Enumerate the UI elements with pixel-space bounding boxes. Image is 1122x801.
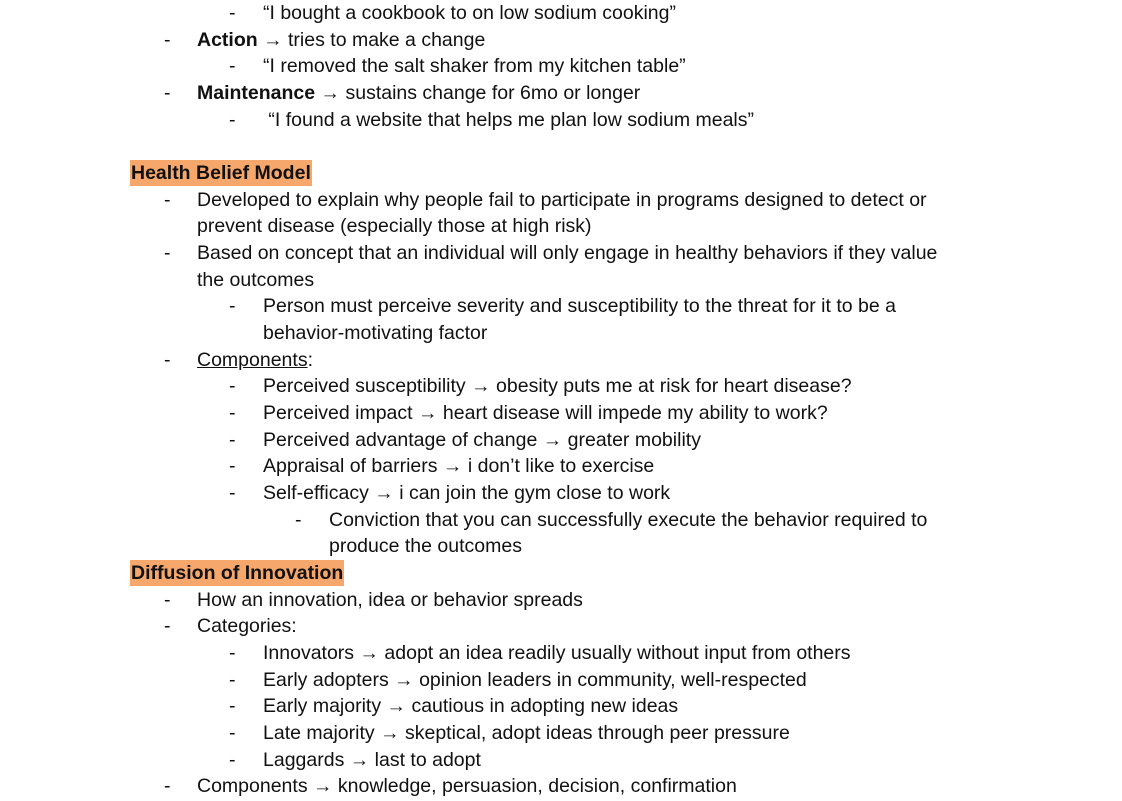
preparation-quote: “I bought a cookbook to on low sodium cooking” bbox=[263, 2, 676, 24]
term-desc: cautious in adopting new ideas bbox=[411, 695, 679, 717]
bullet-dash: - bbox=[229, 402, 236, 424]
components-colon: : bbox=[307, 349, 313, 371]
arrow-icon: → bbox=[471, 375, 491, 397]
doi-components bbox=[197, 773, 737, 799]
category-item bbox=[263, 667, 807, 693]
term-desc: sustains change for 6mo or longer bbox=[345, 82, 641, 104]
bullet-dash: - bbox=[164, 29, 171, 51]
term-desc: last to adopt bbox=[374, 749, 481, 771]
self-efficacy-sub-line-1: Conviction that you can successfully execute the behavior required to bbox=[329, 509, 928, 531]
category-item bbox=[263, 720, 790, 746]
component-item bbox=[263, 400, 828, 426]
bullet-dash: - bbox=[229, 375, 236, 397]
bullet-dash: - bbox=[229, 429, 236, 451]
arrow-icon: → bbox=[442, 455, 463, 477]
component-item bbox=[263, 480, 670, 506]
term-label: Perceived advantage of change bbox=[263, 429, 538, 451]
term-desc: adopt an idea readily usually without input from others bbox=[384, 642, 851, 664]
bullet-dash: - bbox=[229, 642, 236, 664]
bullet-dash: - bbox=[164, 242, 171, 264]
bullet-dash: - bbox=[229, 455, 236, 477]
arrow-icon: → bbox=[320, 82, 341, 104]
term-desc: tries to make a change bbox=[288, 29, 486, 51]
action-quote: “I removed the salt shaker from my kitchen table” bbox=[263, 55, 686, 77]
term-desc: skeptical, adopt ideas through peer pressure bbox=[404, 722, 790, 744]
arrow-icon: → bbox=[380, 722, 400, 744]
bullet-dash: - bbox=[229, 695, 236, 717]
term-label: Self-efficacy bbox=[263, 482, 369, 504]
term-label: Components bbox=[197, 775, 308, 797]
term-desc: obesity puts me at risk for heart disease? bbox=[496, 375, 852, 397]
term-desc: opinion leaders in community, well-respected bbox=[419, 669, 807, 691]
arrow-icon: → bbox=[542, 429, 563, 451]
arrow-icon: → bbox=[386, 695, 407, 717]
hbm-bullet-1-line-2: prevent disease (especially those at high risk) bbox=[197, 215, 592, 237]
section-heading-hbm: Health Belief Model bbox=[131, 162, 311, 184]
components-heading bbox=[197, 347, 313, 373]
term-label: Early majority bbox=[263, 695, 382, 717]
term-desc: i can join the gym close to work bbox=[399, 482, 671, 504]
term-label: Perceived impact bbox=[263, 402, 413, 424]
bullet-dash: - bbox=[229, 722, 236, 744]
bullet-dash: - bbox=[164, 189, 171, 211]
bullet-dash: - bbox=[164, 589, 171, 611]
component-item bbox=[263, 453, 654, 479]
term-label: Appraisal of barriers bbox=[263, 455, 438, 477]
maintenance-quote: “I found a website that helps me plan low sodium meals” bbox=[263, 109, 754, 131]
arrow-icon: → bbox=[359, 642, 379, 664]
bullet-dash: - bbox=[229, 109, 236, 131]
stage-maintenance bbox=[197, 80, 640, 106]
arrow-icon: → bbox=[418, 402, 438, 424]
arrow-icon: → bbox=[263, 29, 283, 51]
hbm-bullet-2-line-1: Based on concept that an individual will only engage in healthy behaviors if they value bbox=[197, 242, 938, 264]
arrow-icon: → bbox=[374, 482, 394, 504]
bullet-dash: - bbox=[164, 775, 171, 797]
self-efficacy-sub-line-2: produce the outcomes bbox=[329, 535, 522, 557]
bullet-dash: - bbox=[164, 615, 171, 637]
hbm-bullet-2-line-2: the outcomes bbox=[197, 269, 315, 291]
term-label: Perceived susceptibility bbox=[263, 375, 466, 397]
hbm-sub-line-1: Person must perceive severity and susceptibility to the threat for it to be a bbox=[263, 295, 896, 317]
section-heading-doi: Diffusion of Innovation bbox=[131, 562, 344, 584]
bullet-dash: - bbox=[229, 669, 236, 691]
component-item bbox=[263, 373, 852, 399]
bullet-dash: - bbox=[164, 82, 171, 104]
bullet-dash: - bbox=[295, 509, 302, 531]
hbm-bullet-1-line-1: Developed to explain why people fail to participate in programs designed to detect or bbox=[197, 189, 927, 211]
term-label: Early adopters bbox=[263, 669, 389, 691]
component-item bbox=[263, 427, 701, 453]
components-label: Components bbox=[197, 349, 308, 371]
term-label: Innovators bbox=[263, 642, 355, 664]
term-desc: knowledge, persuasion, decision, confirmation bbox=[337, 775, 737, 797]
term-desc: greater mobility bbox=[567, 429, 701, 451]
arrow-icon: → bbox=[394, 669, 414, 691]
bullet-dash: - bbox=[164, 349, 171, 371]
bullet-dash: - bbox=[229, 55, 236, 77]
category-item bbox=[263, 640, 851, 666]
bullet-dash: - bbox=[229, 295, 236, 317]
term-label: Laggards bbox=[263, 749, 345, 771]
term-label: Action bbox=[197, 29, 258, 51]
term-desc: heart disease will impede my ability to work? bbox=[442, 402, 828, 424]
arrow-icon: → bbox=[313, 775, 333, 797]
category-item bbox=[263, 747, 481, 773]
bullet-dash: - bbox=[229, 749, 236, 771]
hbm-sub-line-2: behavior-motivating factor bbox=[263, 322, 488, 344]
bullet-dash: - bbox=[229, 482, 236, 504]
category-item bbox=[263, 693, 678, 719]
arrow-icon: → bbox=[349, 749, 370, 771]
term-desc: i don’t like to exercise bbox=[467, 455, 655, 477]
term-label: Maintenance bbox=[197, 82, 316, 104]
bullet-dash: - bbox=[229, 2, 236, 24]
stage-action bbox=[197, 27, 485, 53]
doi-bullet-2: Categories: bbox=[197, 615, 297, 637]
term-label: Late majority bbox=[263, 722, 375, 744]
doi-bullet-1: How an innovation, idea or behavior spreads bbox=[197, 589, 583, 611]
